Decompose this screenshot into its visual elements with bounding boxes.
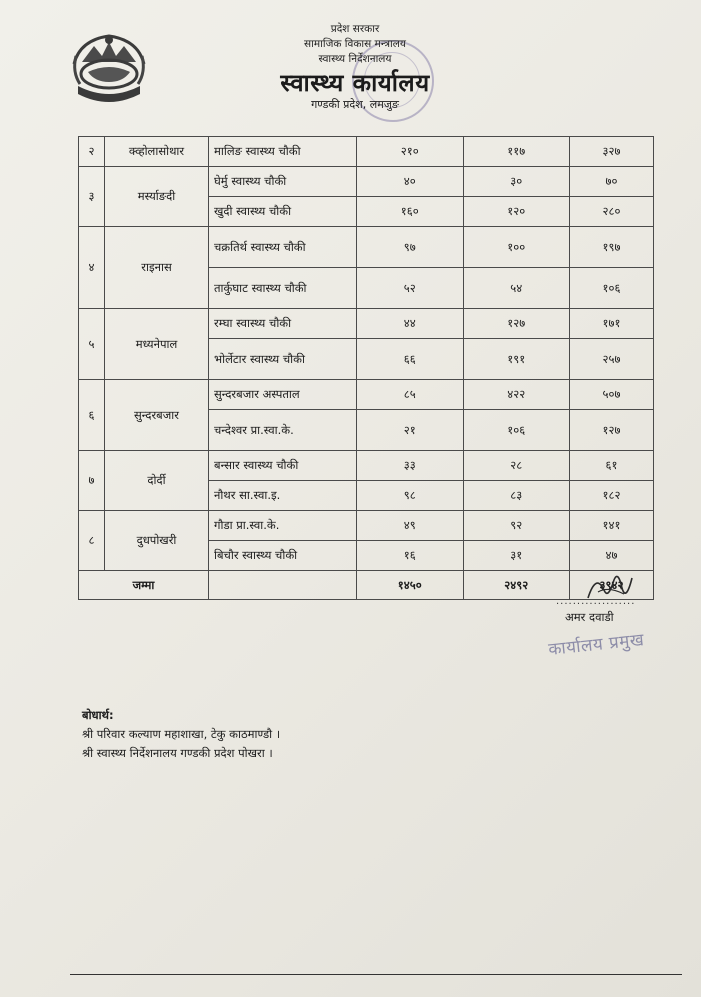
table-row bbox=[79, 227, 654, 268]
nepal-emblem-icon bbox=[68, 26, 150, 108]
municipality-cell: क्व्होलासोथार bbox=[105, 137, 209, 167]
municipality-cell: मध्यनेपाल bbox=[105, 309, 209, 380]
grand-total-cell: १४५० bbox=[357, 571, 464, 600]
grand-total-cell: २४९२ bbox=[463, 571, 570, 600]
table-row bbox=[79, 511, 654, 541]
total-value-cell: ५०७ bbox=[570, 380, 654, 410]
facility-name-cell: चन्देश्वर प्रा.स्वा.के. bbox=[209, 410, 357, 451]
value-cell: ९२ bbox=[463, 511, 570, 541]
value-cell: ३३ bbox=[357, 451, 464, 481]
cc-heading: बोधार्थ: bbox=[82, 708, 114, 722]
total-value-cell: ७० bbox=[570, 167, 654, 197]
value-cell: ४९ bbox=[357, 511, 464, 541]
value-cell: २१ bbox=[357, 410, 464, 451]
total-value-cell: ६१ bbox=[570, 451, 654, 481]
value-cell: १२७ bbox=[463, 309, 570, 339]
value-cell: ३० bbox=[463, 167, 570, 197]
facility-name-cell: गौडा प्रा.स्वा.के. bbox=[209, 511, 357, 541]
serial-number-cell: ७ bbox=[79, 451, 105, 511]
table-row bbox=[79, 380, 654, 410]
header-ministry: सामाजिक विकास मन्त्रालय bbox=[304, 38, 406, 50]
cc-line-1: श्री परिवार कल्याण महाशाखा, टेकु काठमाण्डौ । bbox=[82, 727, 281, 741]
value-cell: ४२२ bbox=[463, 380, 570, 410]
header-address: गण्डकी प्रदेश, लमजुङ bbox=[311, 98, 399, 111]
value-cell: ४४ bbox=[357, 309, 464, 339]
value-cell: ३१ bbox=[463, 541, 570, 571]
serial-number-cell: २ bbox=[79, 137, 105, 167]
value-cell: ११७ bbox=[463, 137, 570, 167]
facility-name-cell: घेर्मु स्वास्थ्य चौकी bbox=[209, 167, 357, 197]
table-row bbox=[79, 167, 654, 197]
total-value-cell: १४१ bbox=[570, 511, 654, 541]
cc-line-2: श्री स्वास्थ्य निर्देशनालय गण्डकी प्रदेश पोखरा । bbox=[82, 746, 273, 760]
facility-name-cell: चक्रतिर्थ स्वास्थ्य चौकी bbox=[209, 227, 357, 268]
value-cell: १६० bbox=[357, 197, 464, 227]
facility-name-cell: बिचौर स्वास्थ्य चौकी bbox=[209, 541, 357, 571]
total-value-cell: १२७ bbox=[570, 410, 654, 451]
total-value-cell: १७१ bbox=[570, 309, 654, 339]
value-cell: १९१ bbox=[463, 339, 570, 380]
municipality-cell: राइनास bbox=[105, 227, 209, 309]
facility-name-cell: सुन्दरबजार अस्पताल bbox=[209, 380, 357, 410]
municipality-cell: दुधपोखरी bbox=[105, 511, 209, 571]
total-value-cell: १०६ bbox=[570, 268, 654, 309]
table-row bbox=[79, 451, 654, 481]
facility-name-cell: तार्कुघाट स्वास्थ्य चौकी bbox=[209, 268, 357, 309]
serial-number-cell: ३ bbox=[79, 167, 105, 227]
serial-number-cell: ५ bbox=[79, 309, 105, 380]
grand-total-cell: ३९४२ bbox=[570, 571, 654, 600]
serial-number-cell: ४ bbox=[79, 227, 105, 309]
total-value-cell: १९७ bbox=[570, 227, 654, 268]
header-office-title: स्वास्थ्य कार्यालय bbox=[280, 69, 430, 97]
facility-name-cell: खुदी स्वास्थ्य चौकी bbox=[209, 197, 357, 227]
value-cell: १०६ bbox=[463, 410, 570, 451]
facility-name-cell: बन्सार स्वास्थ्य चौकी bbox=[209, 451, 357, 481]
total-value-cell: २८० bbox=[570, 197, 654, 227]
header-government: प्रदेश सरकार bbox=[330, 23, 380, 35]
total-value-cell: १८२ bbox=[570, 481, 654, 511]
value-cell: १०० bbox=[463, 227, 570, 268]
table-row bbox=[79, 137, 654, 167]
facility-name-cell: भोर्लेटार स्वास्थ्य चौकी bbox=[209, 339, 357, 380]
value-cell: ४० bbox=[357, 167, 464, 197]
cc-notes bbox=[82, 706, 280, 763]
facility-name-cell: नौथर सा.स्वा.इ. bbox=[209, 481, 357, 511]
letterhead bbox=[230, 22, 480, 112]
total-label-cell: जम्मा bbox=[79, 571, 209, 600]
value-cell: ८५ bbox=[357, 380, 464, 410]
serial-number-cell: ८ bbox=[79, 511, 105, 571]
value-cell: २८ bbox=[463, 451, 570, 481]
signer-name: अमर दवाडी bbox=[565, 610, 614, 624]
table-row bbox=[79, 309, 654, 339]
report-table bbox=[78, 136, 654, 600]
footer-rule bbox=[70, 974, 682, 975]
value-cell: ५४ bbox=[463, 268, 570, 309]
total-value-cell: ३२७ bbox=[570, 137, 654, 167]
serial-number-cell: ६ bbox=[79, 380, 105, 451]
value-cell: १२० bbox=[463, 197, 570, 227]
value-cell: ५२ bbox=[357, 268, 464, 309]
value-cell: २१० bbox=[357, 137, 464, 167]
facility-name-cell: मालिङ स्वास्थ्य चौकी bbox=[209, 137, 357, 167]
value-cell: ९७ bbox=[357, 227, 464, 268]
value-cell: ८३ bbox=[463, 481, 570, 511]
value-cell: १६ bbox=[357, 541, 464, 571]
empty-cell bbox=[209, 571, 357, 600]
total-value-cell: ४७ bbox=[570, 541, 654, 571]
header-directorate: स्वास्थ्य निर्देशनालय bbox=[318, 53, 392, 65]
total-value-cell: २५७ bbox=[570, 339, 654, 380]
facility-name-cell: रम्घा स्वास्थ्य चौकी bbox=[209, 309, 357, 339]
municipality-cell: मर्स्याङदी bbox=[105, 167, 209, 227]
value-cell: ६६ bbox=[357, 339, 464, 380]
municipality-cell: दोर्दी bbox=[105, 451, 209, 511]
office-chief-stamp: कार्यालय प्रमुख bbox=[547, 630, 646, 660]
value-cell: ९८ bbox=[357, 481, 464, 511]
municipality-cell: सुन्दरबजार bbox=[105, 380, 209, 451]
signature-line: ................... bbox=[556, 596, 636, 607]
